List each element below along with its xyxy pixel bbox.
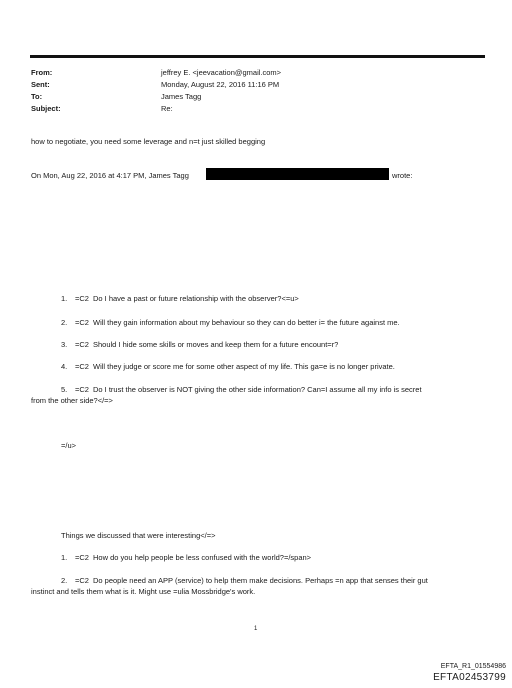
list-item [61,361,395,372]
from-value: jeffrey E. <jeevacation@gmail.com> [161,68,282,77]
list-item-tag: =C2 [75,576,89,585]
list-item-tag: =C2 [75,340,89,349]
list-item-text: How do you help people be less confused with the world?=/span> [93,553,312,562]
bates-number-1: EFTA_R1_01554986 [440,663,506,670]
list-item [61,339,338,350]
page-number: 1 [254,626,258,632]
list-item-number: 2. [61,576,68,585]
list-item [61,317,400,328]
list-item [61,293,299,304]
list-item [61,552,311,563]
list-item-text: Do I have a past or future relationship with the observer?<=u> [93,294,299,303]
list-item-text: Do I trust the observer is NOT giving the other side information? Can=I assume all my info is secret [93,385,422,394]
list-item-text: Should I hide some skills or moves and keep them for a future encount=r? [93,340,339,349]
list-item-tag: =C2 [75,385,89,394]
subject-label: Subject: [31,104,61,113]
to-value: James Tagg [161,92,202,101]
list-item-text: Do people need an APP (service) to help them make decisions. Perhaps =n app that senses their gut [93,576,428,585]
closing-tag: =/u> [61,441,77,450]
list-item-continuation: from the other side?</=> [31,396,113,405]
list-item-text: Will they judge or score me for some other aspect of my life. This ga=e is no longer private. [93,362,395,371]
quote-prefix: On Mon, Aug 22, 2016 at 4:17 PM, James Tagg [31,171,189,180]
list-item [61,384,422,395]
discussed-heading: Things we discussed that were interesting</=> [61,531,216,540]
list-item-number: 3. [61,340,68,349]
list-item-number: 2. [61,318,68,327]
quote-attribution [31,170,189,181]
subject-value: Re: [161,104,173,113]
reply-text: how to negotiate, you need some leverage and n=t just skilled begging [31,137,266,146]
header-rule [30,55,485,58]
list-item-continuation: instinct and tells them what is it. Might use =ulia Mossbridge's work. [31,587,256,596]
sent-label: Sent: [31,80,50,89]
list-item-number: 4. [61,362,68,371]
from-label: From: [31,68,53,77]
quote-suffix: wrote: [392,171,413,180]
list-item-tag: =C2 [75,294,89,303]
list-item-tag: =C2 [75,362,89,371]
list-item-tag: =C2 [75,318,89,327]
list-item-tag: =C2 [75,553,89,562]
list-item-text: Will they gain information about my behaviour so they can do better i= the future against me. [93,318,400,327]
sent-value: Monday, August 22, 2016 11:16 PM [161,80,280,89]
list-item [61,575,428,586]
redaction-block [206,168,389,180]
bates-number-2: EFTA02453799 [433,672,506,683]
to-label: To: [31,92,43,101]
list-item-number: 1. [61,553,68,562]
list-item-number: 1. [61,294,68,303]
list-item-number: 5. [61,385,68,394]
